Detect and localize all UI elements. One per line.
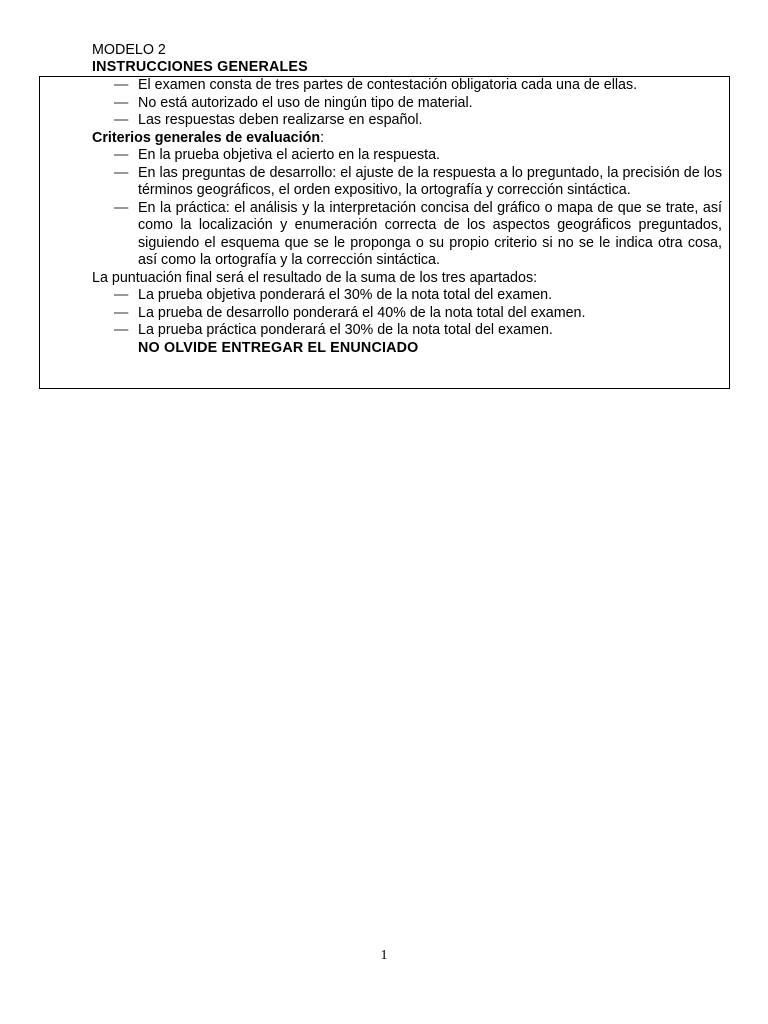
scoring-item xyxy=(92,287,722,305)
dash-bullet: — xyxy=(114,199,129,216)
criteria-item xyxy=(92,147,722,165)
criteria-text: En la práctica: el análisis y la interpretación concisa del gráfico o mapa de que se trate, así como la localización y enumeración correcta de los aspectos geográficos preguntados, siguiendo el esquema que se le proponga o su propio criterio si no se le indica otra cosa, así como la ortografía y la corrección sintáctica. xyxy=(138,199,722,268)
dash-bullet: — xyxy=(114,304,129,321)
scoring-text: La prueba práctica ponderará el 30% de la nota total del examen. xyxy=(138,322,553,338)
dash-bullet: — xyxy=(114,287,129,303)
instruction-item xyxy=(92,77,722,95)
scoring-text: La prueba objetiva ponderará el 30% de la nota total del examen. xyxy=(138,287,553,303)
model-label: MODELO 2 xyxy=(92,42,166,58)
instructions-content xyxy=(92,77,722,357)
page-number: 1 xyxy=(380,948,388,963)
scoring-item xyxy=(92,322,722,340)
reminder-text: NO OLVIDE ENTREGAR EL ENUNCIADO xyxy=(138,339,419,356)
criteria-text: En las preguntas de desarrollo: el ajuste de la respuesta a lo preguntado, la precisión de los términos geográficos, el orden expositivo, la ortografía y corrección sintáctica. xyxy=(138,164,722,198)
scoring-item xyxy=(92,305,722,323)
criteria-heading-colon: : xyxy=(320,129,325,146)
instruction-text: El examen consta de tres partes de contestación obligatoria cada una de ellas. xyxy=(138,77,638,93)
instruction-item xyxy=(92,112,722,130)
instruction-text: Las respuestas deben realizarse en español. xyxy=(138,112,423,128)
dash-bullet: — xyxy=(114,112,129,128)
scoring-intro: La puntuación final será el resultado de la suma de los tres apartados: xyxy=(92,269,538,286)
criteria-text: En la prueba objetiva el acierto en la respuesta. xyxy=(138,147,441,163)
scoring-text: La prueba de desarrollo ponderará el 40% de la nota total del examen. xyxy=(138,304,586,321)
instruction-text: No está autorizado el uso de ningún tipo de material. xyxy=(138,94,473,111)
criteria-item xyxy=(92,200,722,270)
dash-bullet: — xyxy=(114,147,129,163)
dash-bullet: — xyxy=(114,322,129,338)
criteria-heading xyxy=(92,130,722,148)
instruction-item xyxy=(92,95,722,113)
dash-bullet: — xyxy=(114,164,129,181)
section-title: INSTRUCCIONES GENERALES xyxy=(92,59,308,75)
criteria-heading-text: Criterios generales de evaluación xyxy=(92,129,321,146)
criteria-item xyxy=(92,165,722,200)
dash-bullet: — xyxy=(114,94,129,111)
dash-bullet: — xyxy=(114,77,129,93)
